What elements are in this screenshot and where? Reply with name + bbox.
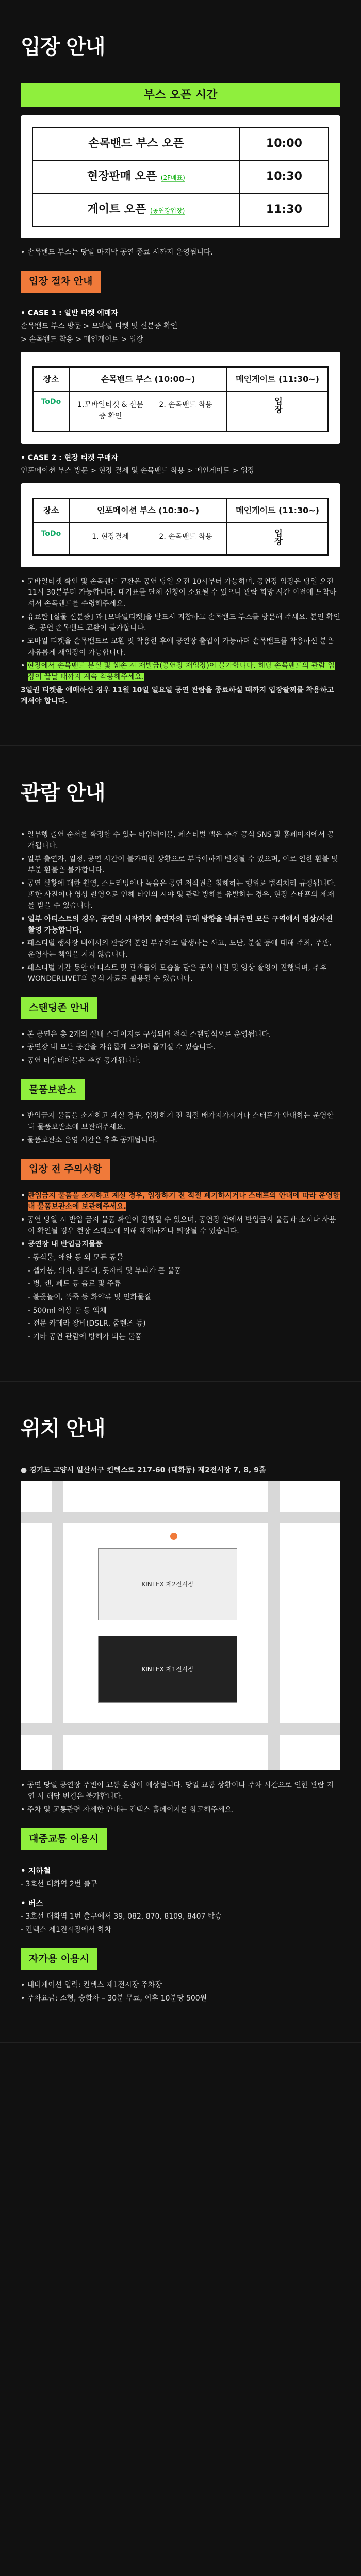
standing-label: 스탠딩존 안내 (21, 997, 97, 1019)
ban-item: - 불꽃놀이, 폭죽 등 화약류 및 인화물질 (28, 1293, 152, 1302)
open-row-time: 11:30 (240, 193, 329, 226)
entry-note: • 유료탄 [실물 신분증] 과 [모바일티켓]을 반드시 지참하고 손목밴드 부스를 방문해 주세요. 본인 확인 후, 공연 손목밴드 교환이 불가합니다. (28, 612, 340, 634)
ban-label: 입장 전 주의사항 (21, 1159, 110, 1180)
locker-note: • 반입금지 물품을 소지하고 계실 경우, 입장하기 전 적절 배가져가시거나 스태프가 안내하는 운영할 내 물품보관소에 보관해주세요. (28, 1111, 340, 1133)
flow-head-booth: 손목밴드 부스 (10:00~) (69, 367, 227, 392)
viewing-note: • 일부 출연자, 일정, 공연 시간이 불가피한 상황으로 부득이하게 변경될 수 있으며, 이로 인한 환불 및 부분 환불은 불가합니다. (28, 854, 340, 876)
car-note: • 내비게이션 입력: 킨텍스 제1전시장 주차장 (28, 1980, 340, 1991)
standing-note: • 본 공연은 총 2개의 실내 스테이지로 구성되며 전석 스탠딩석으로 운영됩니다. (28, 1029, 340, 1041)
flow-enter: 입장 (273, 528, 283, 545)
transit-subway-title: • 지하철 (21, 1866, 51, 1875)
venue-map[interactable] (21, 1481, 340, 1770)
open-row-name: 손목밴드 부스 오픈 (32, 127, 240, 160)
standing-note: • 공연 타임테이블은 추후 공개됩니다. (28, 1056, 340, 1067)
map-hall1: KINTEX 제1전시장 (98, 1636, 237, 1703)
flow-head-place: 장소 (33, 499, 69, 523)
flow-step: 1.모바일티켓 & 신분증 확인 (77, 401, 143, 421)
flow-steps (69, 523, 227, 555)
flow-enter-cell (227, 523, 328, 555)
case1-title: • CASE 1 : 일반 티켓 예매자 (21, 309, 118, 317)
flow-head-gate: 메인게이트 (11:30~) (227, 367, 328, 392)
flow-head-info: 인포메이션 부스 (10:30~) (69, 499, 227, 523)
locker-note: • 물품보관소 운영 시간은 추후 공개됩니다. (28, 1135, 340, 1146)
case1-card (21, 352, 340, 444)
viewing-note: • 일부행 출연 순서를 확정할 수 있는 타임테이블, 페스티벌 맵은 추후 공식 SNS 및 홈페이지에서 공개됩니다. (28, 829, 340, 852)
transit-line: - 3호선 대화역 1번 출구에서 39, 082, 870, 8109, 8407 탑승 (21, 1912, 222, 1921)
transit-label: 대중교통 이용시 (21, 1828, 107, 1850)
case2-flow (32, 498, 329, 555)
open-time-card (21, 115, 340, 238)
case1-flow (32, 366, 329, 432)
transit-line: - 킨텍스 제1전시장에서 하차 (21, 1925, 112, 1934)
map-road (21, 1723, 340, 1735)
open-row (32, 193, 329, 226)
ban-intro: • 반입금지 물품을 소지하고 계실 경우, 입장하기 전 적절 폐기하시거나 스태프의 안내에 따라 운영할 내 물품보관소에 보관해주세요. (28, 1191, 340, 1213)
viewing-title: 관람 안내 (21, 781, 105, 805)
flow-enter: 입장 (273, 397, 283, 414)
open-row-name: 게이트 오픈 (공연장입장) (32, 193, 240, 226)
ban-item: - 기타 공연 관람에 방해가 되는 물품 (28, 1333, 142, 1342)
map-note: • 공연 당일 공연장 주변이 교통 혼잡이 예상됩니다. 당일 교통 상황이나 주차 시간으로 인한 관람 지연 시 해당 변경은 불가합니다. (28, 1780, 340, 1802)
flow-enter-cell (227, 391, 328, 431)
locker-label: 물품보관소 (21, 1079, 85, 1100)
flow-head-place: 장소 (33, 367, 69, 392)
entry-flow-label: 입장 절차 안내 (21, 271, 101, 292)
entry-note: • 모바일티켓 확인 및 손목밴드 교환은 공연 당일 오전 10시부터 가능하며, 공연장 입장은 당일 오전 11시 30분부터 가능합니다. 대기표를 단체 신청이 소요될 수 있으니 관람 희망 시간 이전에 도착하셔서 손목밴드를 수령해주세요. (28, 577, 340, 610)
standing-note: • 공연장 내 모든 공간을 자유롭게 오가며 즐기실 수 있습니다. (28, 1042, 340, 1054)
ban-note: • 공연장 내 반입금지물품 (28, 1239, 340, 1250)
case2-line: 인포메이션 부스 방문 > 현장 결제 및 손목밴드 착용 > 메인게이트 > 입장 (21, 467, 255, 476)
ban-item: - 500ml 이상 물 등 액체 (28, 1306, 107, 1315)
transit-line: - 3호선 대화역 2번 출구 (21, 1880, 97, 1889)
viewing-note: • 공연 실황에 대한 촬영, 스트리밍이나 녹음은 공연 저작권을 침해하는 행위로 법적처리 규정됩니다. 또한 사진이나 영상 촬영으로 인해 타인의 시야 및 관람 방해를 유발하는 경우, 현장 스태프의 제재를 받을 수 있습니다. (28, 878, 340, 912)
location-section (0, 1382, 361, 2043)
entry-note: • 모바일 티켓을 손목밴드로 교환 및 착용한 후에 공연장 출입이 가능하며 손목밴드를 착용하신 분은 자유롭게 재입장이 가능합니다. (28, 636, 340, 658)
open-time-table (32, 127, 329, 227)
viewing-section (0, 746, 361, 1382)
car-note: • 주차요금: 소형, 승합차 – 30분 무료, 이후 10분당 500원 (28, 1993, 340, 2005)
open-row-time: 10:30 (240, 160, 329, 193)
flow-step: 1. 현장결제 (92, 532, 129, 541)
ban-item: - 동식물, 애완 동 외 모든 동물 (28, 1253, 123, 1262)
viewing-note-bold: • 일부 아티스트의 경우, 공연의 시작까지 출연자의 무대 방향을 바꿔주면 모든 구역에서 영상/사진 촬영 가능합니다. (28, 914, 340, 936)
ban-note: • 공연 당일 시 반입 금지 물품 확인이 진행될 수 있으며, 공연장 안에서 반입금지 물품과 소지나 사용이 확인될 경우 현장 스태프에 의해 제재하거나 퇴장될 수 있습니다. (28, 1215, 340, 1237)
flow-todo: ToDo (33, 523, 69, 555)
map-road (21, 1512, 340, 1523)
car-label: 자가용 이용시 (21, 1948, 97, 1970)
ban-item: - 셀카봉, 의자, 삼각대, 돗자리 및 부피가 큰 물품 (28, 1266, 182, 1275)
viewing-note: • 페스티벌 기간 동안 아티스트 및 관객들의 모습을 담은 공식 사진 및 영상 촬영이 진행되며, 추후 WONDERLIVET의 공식 자료로 활용될 수 있습니다. (28, 963, 340, 985)
case2-card (21, 483, 340, 567)
ban-item: - 병, 캔, 페트 등 음료 및 주류 (28, 1280, 121, 1289)
entry-note-bold: 3일권 티켓을 예매하신 경우 11월 10일 일요일 공연 관람을 종료하실 때까지 입장팔찌를 착용하고 계셔야 합니다. (21, 686, 334, 706)
open-row-name: 현장판매 오픈 (2F매표) (32, 160, 240, 193)
flow-step: 2. 손목밴드 착용 (159, 401, 212, 410)
flow-todo: ToDo (33, 391, 69, 431)
address: ● 경기도 고양시 일산서구 킨텍스로 217-60 (대화동) 제2전시장 7, 8, 9홀 (21, 1466, 266, 1475)
location-title: 위치 안내 (21, 1416, 105, 1440)
case2-title: • CASE 2 : 현장 티켓 구매자 (21, 453, 118, 462)
entry-title: 입장 안내 (21, 35, 105, 59)
transit-bus-title: • 버스 (21, 1898, 43, 1908)
entry-section (0, 0, 361, 746)
entry-note-highlight: • 현장에서 손목밴드 분실 및 훼손 시 재발급(공연장 재입장)이 불가합니다. 해당 손목밴드의 관람 입장이 끝날 때까지 계속 착용해주세요. (28, 660, 340, 683)
case1-line: 손목밴드 부스 방문 > 모바일 티켓 및 신분증 확인 (21, 322, 178, 331)
map-note: • 주차 및 교통관련 자세한 안내는 킨텍스 홈페이지를 참고해주세요. (28, 1805, 340, 1816)
ban-item-list (28, 1252, 340, 1343)
flow-step: 2. 손목밴드 착용 (159, 532, 212, 541)
case1-line: > 손목밴드 착용 > 메인게이트 > 입장 (21, 335, 143, 344)
map-pin-icon (170, 1533, 177, 1540)
ban-item: - 전문 카메라 장비(DSLR, 줌렌즈 등) (28, 1319, 146, 1328)
open-row (32, 127, 329, 160)
map-hall2: KINTEX 제2전시장 (98, 1548, 237, 1620)
open-row (32, 160, 329, 193)
flow-head-gate: 메인게이트 (11:30~) (227, 499, 328, 523)
booth-note: • 손목밴드 부스는 당일 마지막 공연 종료 시까지 운영됩니다. (28, 247, 340, 259)
open-row-time: 10:00 (240, 127, 329, 160)
viewing-note: • 페스티벌 행사장 내에서의 관람객 본인 부주의로 발생하는 사고, 도난, 분실 등에 대해 주최, 주관, 운영사는 책임을 지지 않습니다. (28, 938, 340, 960)
flow-steps (69, 391, 227, 431)
booth-open-label: 부스 오픈 시간 (21, 83, 340, 107)
